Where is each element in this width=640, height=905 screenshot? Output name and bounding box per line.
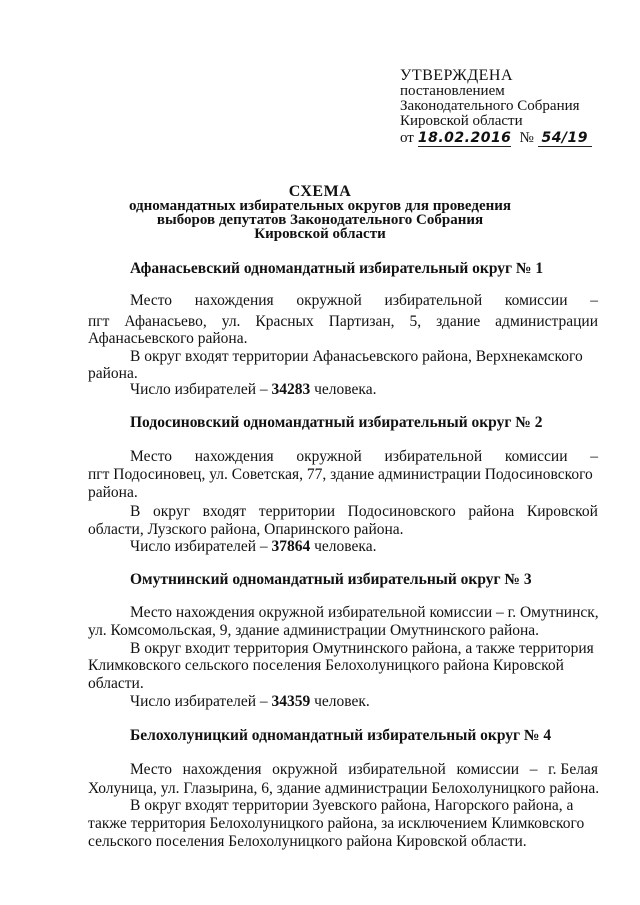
district-2-location-line-2: пгт Подосиновец, ул. Советская, 77, здание администрации Подосиновского xyxy=(88,466,593,483)
approval-date: 18.02.2016 xyxy=(417,130,512,146)
district-4-territory-line-2: также территория Белохолуницкого района, за исключением Климковского xyxy=(88,815,585,832)
district-4-territory-line-3: сельского поселения Белохолуницкого района Кировской области. xyxy=(88,833,527,850)
district-3-location-line-1: Место нахождения окружной избирательной комиссии – г. Омутнинск, xyxy=(130,604,599,621)
approval-line-1: постановлением xyxy=(400,83,505,99)
approval-line-3: Кировской области xyxy=(400,113,523,129)
district-1-territory-line-1: В округ входят территории Афанасьевского района, Верхнекамского xyxy=(130,348,583,365)
district-2-location-line-1: Место нахождения окружной избирательной комиссии – xyxy=(130,448,598,465)
title-main: СХЕМА xyxy=(288,183,352,200)
district-3-territory-line-2: Климковского сельского поселения Белохолуницкого района Кировской xyxy=(88,657,564,674)
district-4-territory-line-1: В округ входят территории Зуевского района, Нагорского района, а xyxy=(130,797,574,814)
district-2-voters-count: 37864 xyxy=(271,538,311,555)
district-3-territory-line-1: В округ входит территория Омутнинского района, а также территория xyxy=(130,640,594,657)
district-1-location-line-2: пгт Афанасьево, ул. Красных Партизан, 5, здание администрации xyxy=(88,313,598,330)
district-1-voters-count: 34283 xyxy=(271,381,311,398)
approval-heading: УТВЕРЖДЕНА xyxy=(400,67,514,84)
document-title xyxy=(0,185,640,241)
district-3-territory-line-3: области. xyxy=(88,675,144,692)
district-2-territory-line-2: области, Лузского района, Опаринского района. xyxy=(88,521,404,538)
approval-number: 54/19 xyxy=(538,131,592,147)
district-1-location-line-3: Афанасьевского района. xyxy=(88,330,248,347)
district-2-territory-line-1: В округ входят территории Подосиновского района Кировской xyxy=(130,503,598,520)
district-3-voters-count: 34359 xyxy=(271,693,311,710)
district-1-voters: Число избирателей – 34283 человека. xyxy=(130,381,377,398)
district-2-voters: Число избирателей – 37864 человека. xyxy=(130,538,377,555)
district-2-location-line-3: района. xyxy=(88,484,138,501)
district-1-heading: Афанасьевский одномандатный избирательный округ № 1 xyxy=(130,260,544,277)
number-sign: № xyxy=(519,130,534,146)
district-1-location-line-1: Место нахождения окружной избирательной комиссии – xyxy=(130,292,598,309)
title-line-3: Кировской области xyxy=(254,226,386,242)
district-3-voters: Число избирателей – 34359 человек. xyxy=(130,693,370,710)
district-4-heading: Белохолуницкий одномандатный избирательный округ № 4 xyxy=(130,727,552,744)
approval-line-2: Законодательного Собрания xyxy=(400,98,580,114)
date-prefix: от xyxy=(400,130,414,146)
district-3-heading: Омутнинский одномандатный избирательный округ № 3 xyxy=(130,571,532,588)
district-2-heading: Подосиновский одномандатный избирательный округ № 2 xyxy=(130,414,543,431)
title-line-2: выборов депутатов Законодательного Собрания xyxy=(156,212,484,228)
approval-stamp xyxy=(400,68,592,147)
district-1-territory-line-2: района. xyxy=(88,365,138,382)
district-3-location-line-2: ул. Комсомольская, 9, здание администрации Омутнинского района. xyxy=(88,622,540,639)
approval-date-line xyxy=(400,131,592,147)
title-line-1: одномандатных избирательных округов для проведения xyxy=(128,198,512,214)
district-4-location-line-1: Место нахождения окружной избирательной комиссии – г. Белая xyxy=(130,761,598,778)
district-4-location-line-2: Холуница, ул. Глазырина, 6, здание администрации Белохолуницкого района. xyxy=(88,780,600,797)
